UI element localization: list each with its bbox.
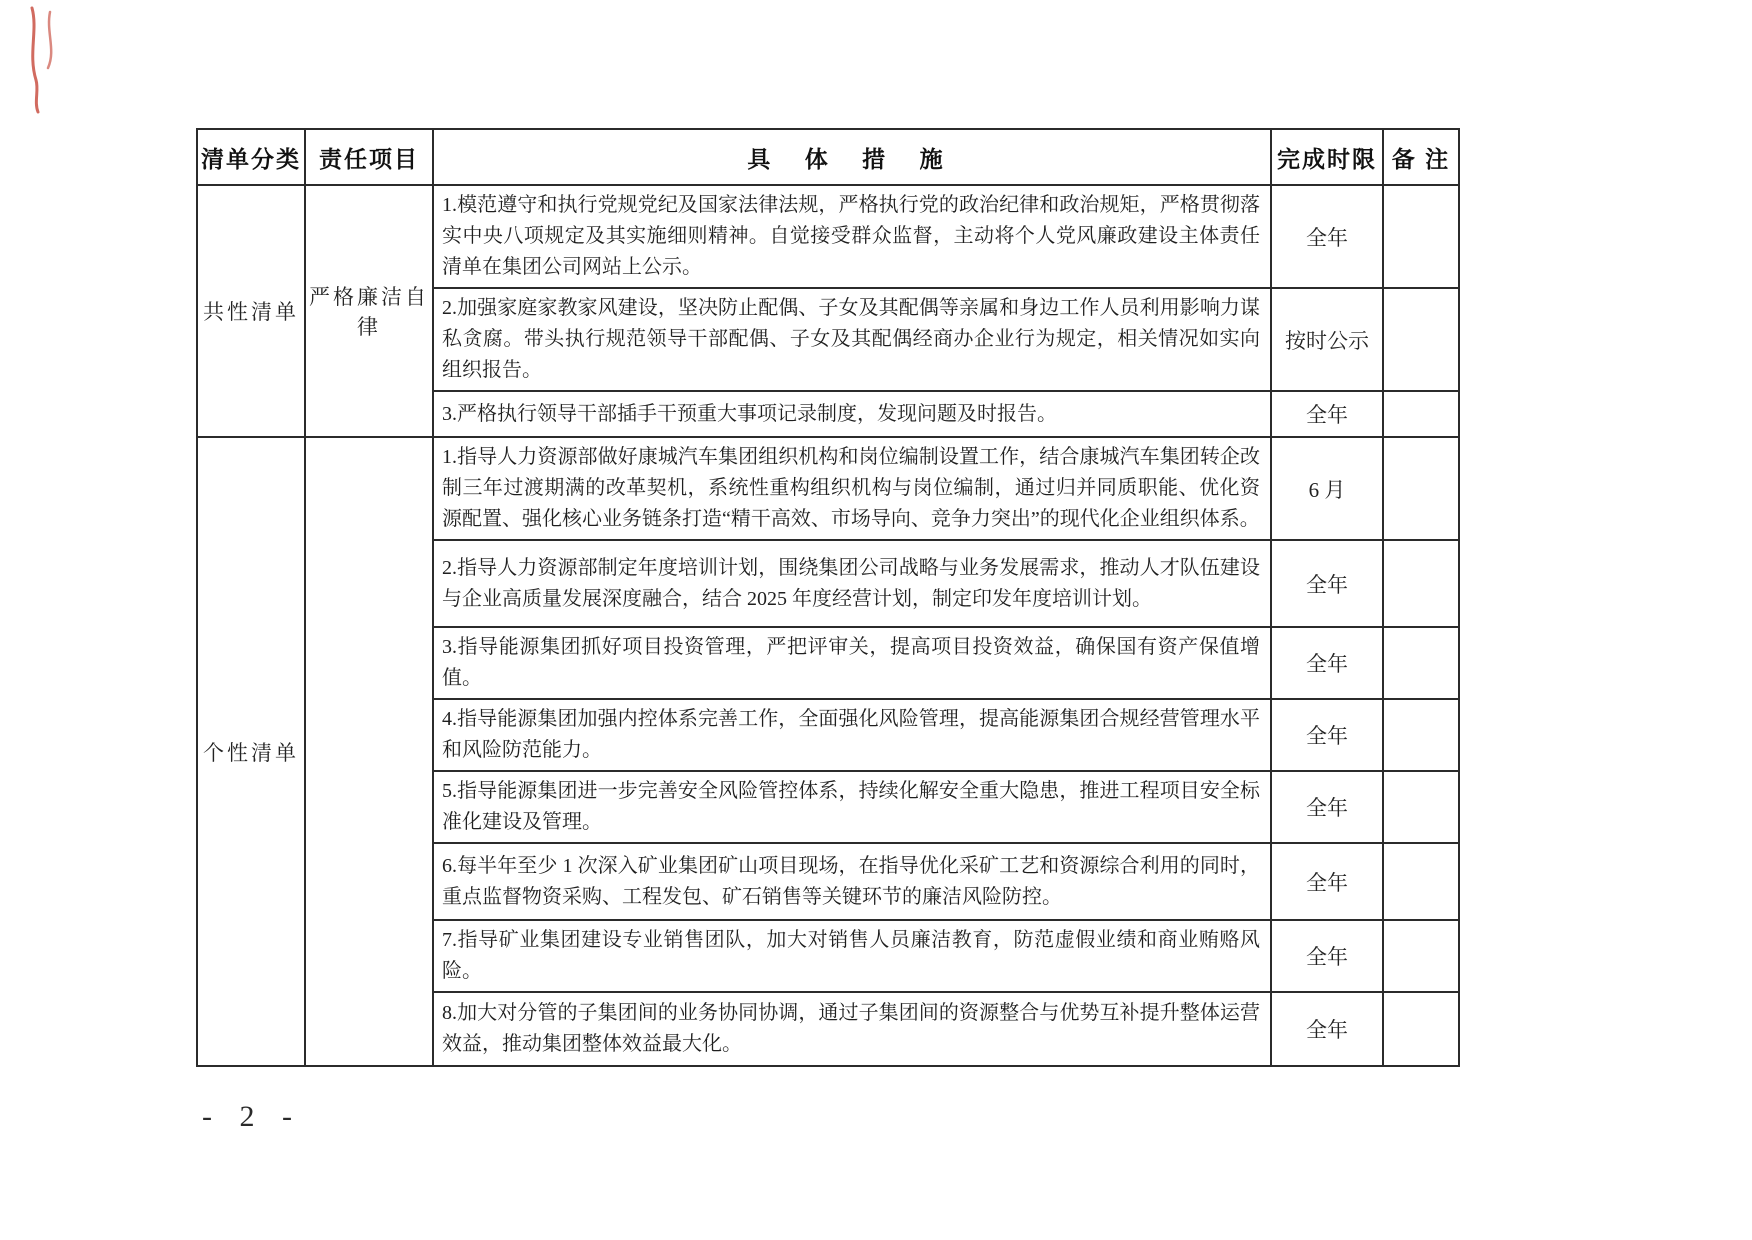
header-project: 责任项目 xyxy=(305,129,433,185)
table-row xyxy=(197,185,1459,288)
measure-cell: 7.指导矿业集团建设专业销售团队，加大对销售人员廉洁教育，防范虚假业绩和商业贿赂风险。 xyxy=(433,920,1271,992)
category-cell-individual: 个性清单 xyxy=(197,437,305,1066)
category-cell-common: 共性清单 xyxy=(197,185,305,437)
measure-cell: 2.加强家庭家教家风建设，坚决防止配偶、子女及其配偶等亲属和身边工作人员利用影响力谋私贪腐。带头执行规范领导干部配偶、子女及其配偶经商办企业行为规定，相关情况如实向组织报告。 xyxy=(433,288,1271,391)
remark-cell xyxy=(1383,437,1459,540)
measure-cell: 4.指导能源集团加强内控体系完善工作，全面强化风险管理，提高能源集团合规经营管理水平和风险防范能力。 xyxy=(433,699,1271,771)
deadline-cell: 全年 xyxy=(1271,992,1383,1066)
deadline-cell: 全年 xyxy=(1271,699,1383,771)
remark-cell xyxy=(1383,992,1459,1066)
header-deadline: 完成时限 xyxy=(1271,129,1383,185)
remark-cell xyxy=(1383,627,1459,699)
remark-cell xyxy=(1383,540,1459,627)
responsibility-table xyxy=(196,128,1460,1067)
remark-cell xyxy=(1383,920,1459,992)
deadline-cell: 全年 xyxy=(1271,771,1383,843)
remark-cell xyxy=(1383,771,1459,843)
measure-cell: 8.加大对分管的子集团间的业务协同协调，通过子集团间的资源整合与优势互补提升整体运营效益，推动集团整体效益最大化。 xyxy=(433,992,1271,1066)
remark-cell xyxy=(1383,288,1459,391)
deadline-cell: 全年 xyxy=(1271,920,1383,992)
project-cell-common: 严格廉洁自律 xyxy=(305,185,433,437)
header-remark: 备 注 xyxy=(1383,129,1459,185)
remark-cell xyxy=(1383,185,1459,288)
remark-cell xyxy=(1383,391,1459,437)
measure-cell: 2.指导人力资源部制定年度培训计划，围绕集团公司战略与业务发展需求，推动人才队伍建设与企业高质量发展深度融合，结合 2025 年度经营计划，制定印发年度培训计划。 xyxy=(433,540,1271,627)
deadline-cell: 6 月 xyxy=(1271,437,1383,540)
measure-cell: 3.严格执行领导干部插手干预重大事项记录制度，发现问题及时报告。 xyxy=(433,391,1271,437)
measure-cell: 3.指导能源集团抓好项目投资管理，严把评审关，提高项目投资效益，确保国有资产保值增值。 xyxy=(433,627,1271,699)
measure-cell: 1.模范遵守和执行党规党纪及国家法律法规，严格执行党的政治纪律和政治规矩，严格贯彻落实中央八项规定及其实施细则精神。自觉接受群众监督，主动将个人党风廉政建设主体责任清单在集团公司网站上公示。 xyxy=(433,185,1271,288)
table-row xyxy=(197,437,1459,540)
table-header-row xyxy=(197,129,1459,185)
header-category: 清单分类 xyxy=(197,129,305,185)
measure-cell: 6.每半年至少 1 次深入矿业集团矿山项目现场，在指导优化采矿工艺和资源综合利用的同时，重点监督物资采购、工程发包、矿石销售等关键环节的廉洁风险防控。 xyxy=(433,843,1271,920)
project-cell-individual xyxy=(305,437,433,1066)
deadline-cell: 全年 xyxy=(1271,843,1383,920)
header-measures: 具 体 措 施 xyxy=(433,129,1271,185)
page-number: - 2 - xyxy=(202,1100,302,1133)
remark-cell xyxy=(1383,699,1459,771)
red-pen-marks xyxy=(18,2,78,122)
remark-cell xyxy=(1383,843,1459,920)
measure-cell: 5.指导能源集团进一步完善安全风险管控体系，持续化解安全重大隐患，推进工程项目安全标准化建设及管理。 xyxy=(433,771,1271,843)
measure-cell: 1.指导人力资源部做好康城汽车集团组织机构和岗位编制设置工作，结合康城汽车集团转企改制三年过渡期满的改革契机，系统性重构组织机构与岗位编制，通过归并同质职能、优化资源配置、强化核心业务链条打造“精干高效、市场导向、竞争力突出”的现代化企业组织体系。 xyxy=(433,437,1271,540)
deadline-cell: 全年 xyxy=(1271,627,1383,699)
deadline-cell: 全年 xyxy=(1271,540,1383,627)
deadline-cell: 全年 xyxy=(1271,185,1383,288)
deadline-cell: 全年 xyxy=(1271,391,1383,437)
deadline-cell: 按时公示 xyxy=(1271,288,1383,391)
